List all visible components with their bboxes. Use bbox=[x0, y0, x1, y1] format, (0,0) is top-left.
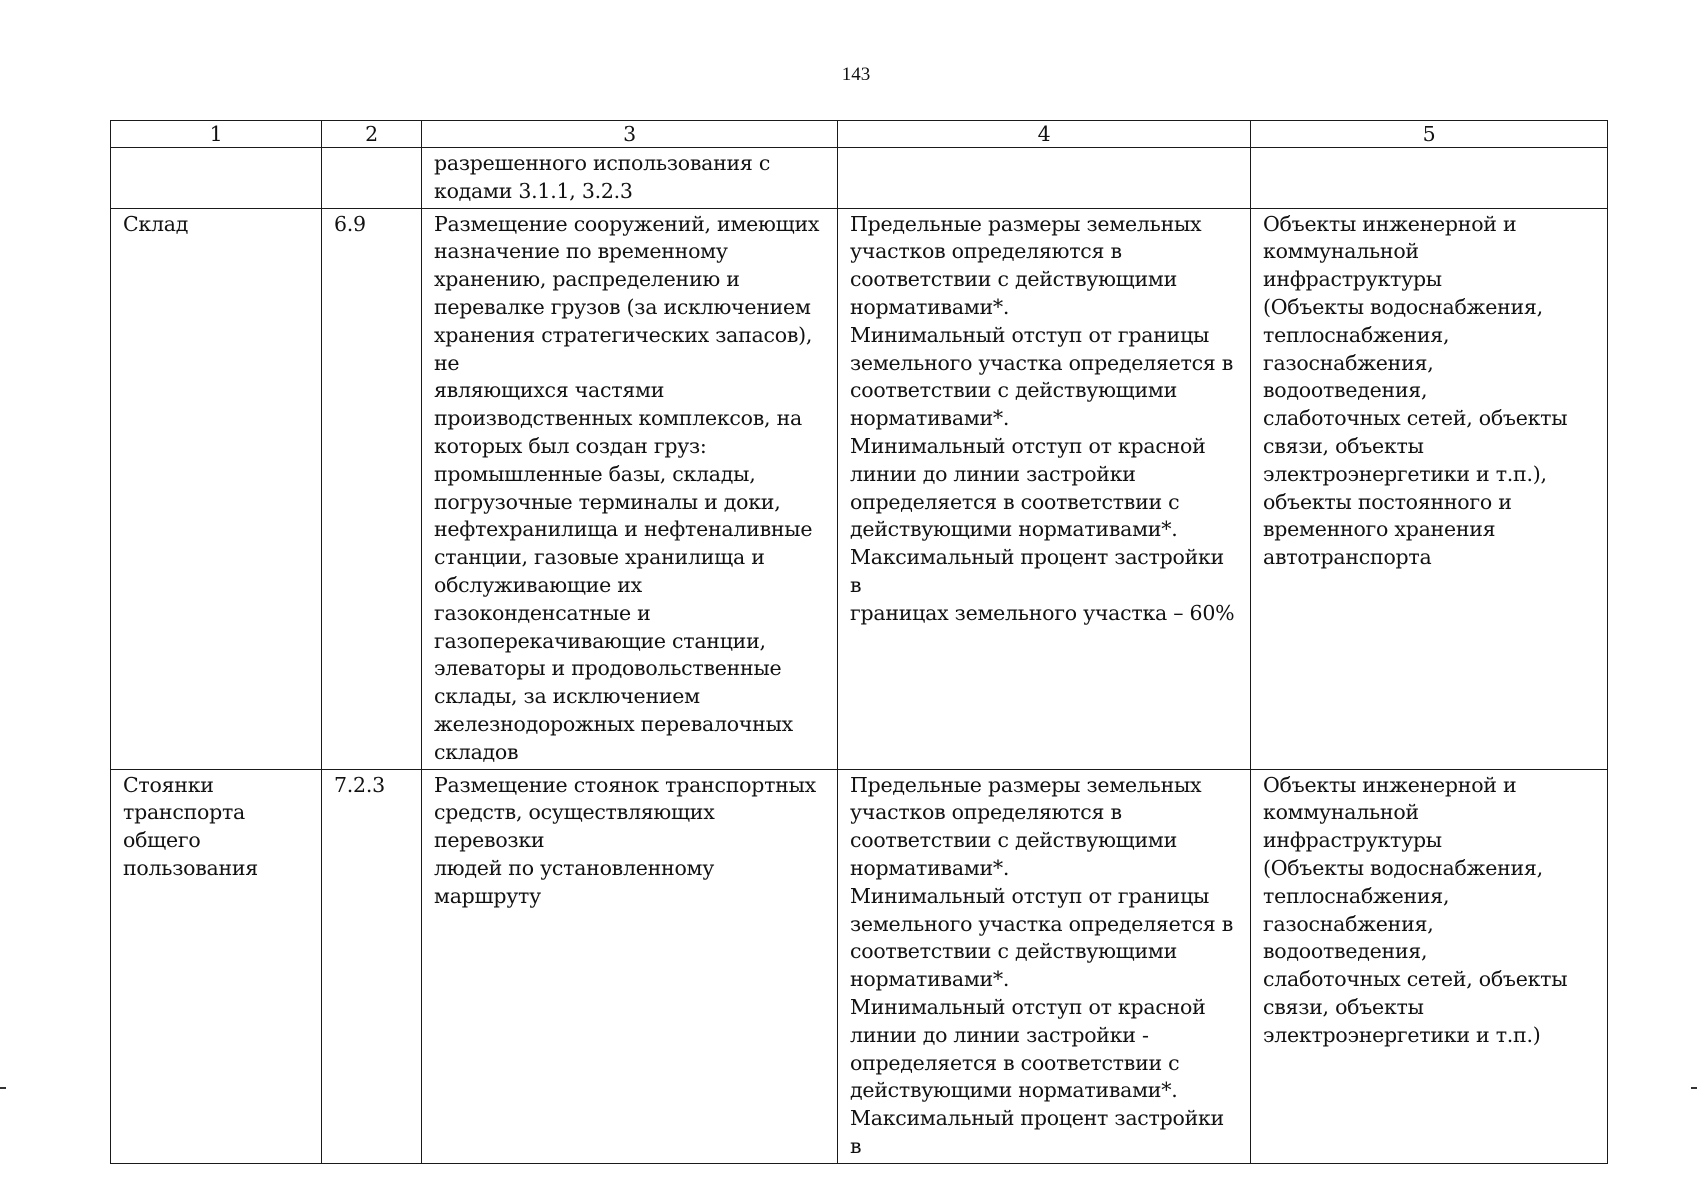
table-cell bbox=[422, 208, 838, 769]
cell-text: Размещение сооружений, имеющих назначение по временному хранению, распределению и перевалке грузов (за исключением хранения стратегических запасов), не являющихся частями производственных комплексов, на которых был создан груз: промышленные базы, склады, погрузочные терминалы и доки, нефтехранилища и нефтеналивные станции, газовые хранилища и обслуживающие их газоконденсатные и газоперекачивающие станции, элеваторы и продовольственные склады, за исключением железнодорожных перевалочных складов bbox=[434, 211, 820, 764]
cell-text: Объекты инженерной и коммунальной инфраструктуры (Объекты водоснабжения, теплоснабжения, газоснабжения, водоотведения, слаботочных сетей, объекты связи, объекты электроэнергетики и т.п.) bbox=[1263, 772, 1568, 1047]
table-cell bbox=[1251, 769, 1608, 1163]
cell-text: 7.2.3 bbox=[334, 772, 385, 797]
table-cell bbox=[838, 769, 1251, 1163]
cell-text: Объекты инженерной и коммунальной инфраструктуры (Объекты водоснабжения, теплоснабжения, газоснабжения, водоотведения, слаботочных сетей, объекты связи, объекты электроэнергетики и т.п.), объекты постоянного и временного хранения автотранспорта bbox=[1263, 211, 1568, 570]
table-cell bbox=[422, 148, 838, 209]
table-cell bbox=[838, 148, 1251, 209]
header-cell: 1 bbox=[111, 121, 322, 148]
cell-text: Предельные размеры земельных участков определяются в соответствии с действующими нормативами*. Минимальный отступ от границы земельного участка определяется в соответствии с действующими нормативами*. Минимальный отступ от красной линии до линии застройки - определяется в соответствии с действующими нормативами*. Максимальный процент застройки в bbox=[850, 772, 1234, 1158]
header-cell: 4 bbox=[838, 121, 1251, 148]
cell-text: Размещение стоянок транспортных средств, осуществляющих перевозки людей по установленному маршруту bbox=[434, 772, 816, 908]
zoning-table bbox=[110, 120, 1608, 1164]
table-cell bbox=[111, 208, 322, 769]
table-cell bbox=[111, 769, 322, 1163]
table-header-row bbox=[111, 121, 1608, 148]
table-cell bbox=[111, 148, 322, 209]
table-cell bbox=[422, 769, 838, 1163]
cell-text: Склад bbox=[123, 211, 189, 236]
header-cell: 2 bbox=[322, 121, 422, 148]
cell-text: 6.9 bbox=[334, 211, 366, 236]
table-row bbox=[111, 769, 1608, 1163]
cell-text: разрешенного использования с кодами 3.1.1, 3.2.3 bbox=[434, 151, 771, 203]
table-row bbox=[111, 208, 1608, 769]
table-cell bbox=[322, 148, 422, 209]
scan-edge-mark bbox=[0, 1087, 6, 1089]
page-number: 143 bbox=[841, 64, 871, 85]
header-cell: 3 bbox=[422, 121, 838, 148]
header-cell: 5 bbox=[1251, 121, 1608, 148]
table-cell bbox=[1251, 148, 1608, 209]
scan-edge-mark bbox=[1691, 1087, 1697, 1089]
table-cell bbox=[1251, 208, 1608, 769]
table-row bbox=[111, 148, 1608, 209]
cell-text: Предельные размеры земельных участков определяются в соответствии с действующими нормативами*. Минимальный отступ от границы земельного участка определяется в соответствии с действующими нормативами*. Минимальный отступ от красной линии до линии застройки определяется в соответствии с действующими нормативами*. Максимальный процент застройки в границах земельного участка – 60% bbox=[850, 211, 1235, 625]
table-cell bbox=[838, 208, 1251, 769]
cell-text: Стоянки транспорта общего пользования bbox=[123, 772, 258, 880]
table-cell bbox=[322, 208, 422, 769]
table-cell bbox=[322, 769, 422, 1163]
